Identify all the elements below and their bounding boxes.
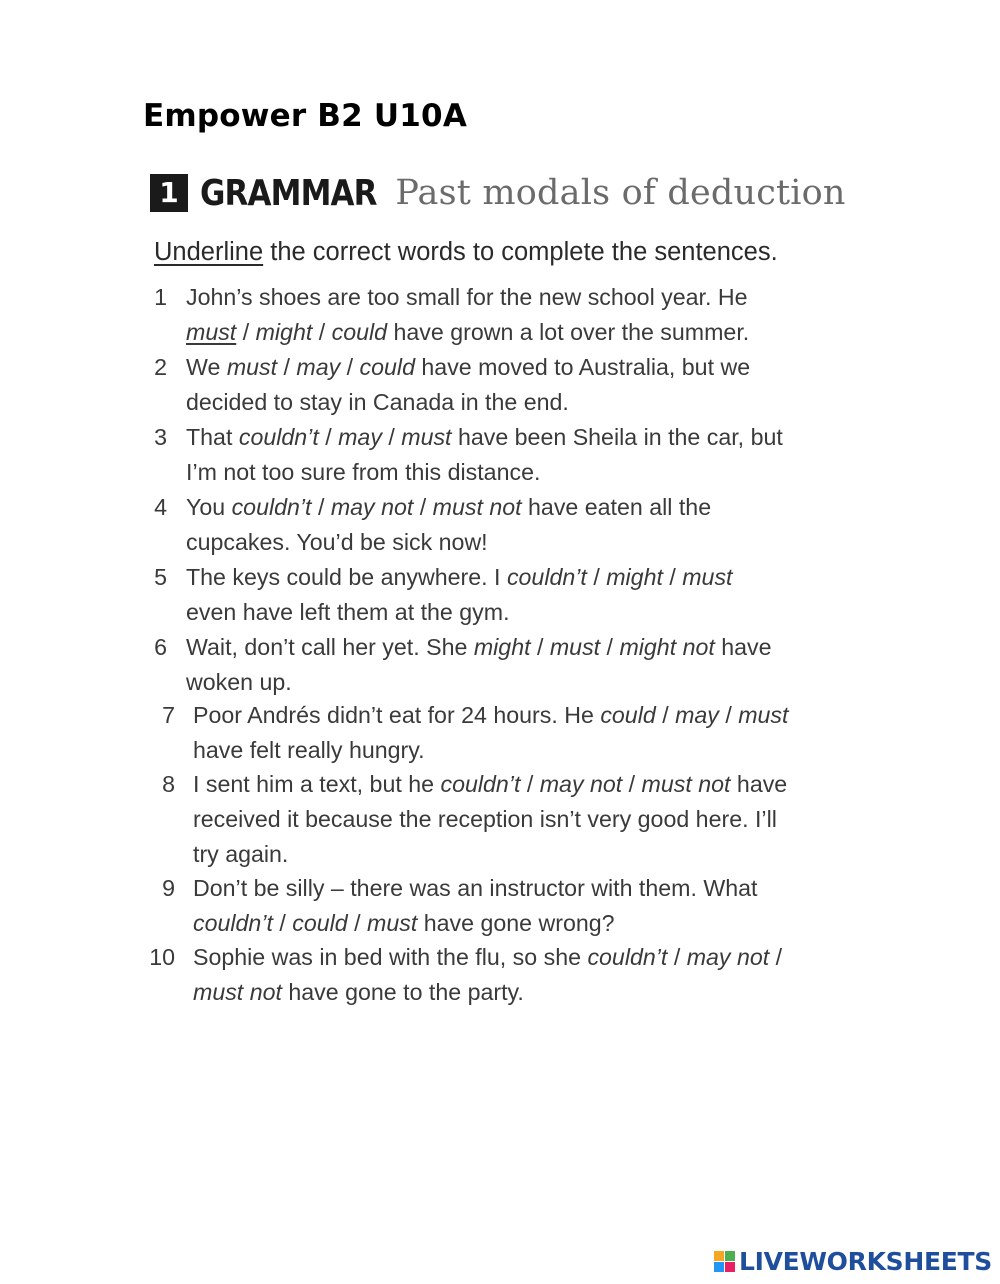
item-number: 5 bbox=[154, 564, 167, 590]
sentence-text: cupcakes. You’d be sick now! bbox=[186, 529, 488, 555]
modal-option[interactable]: couldn’t bbox=[193, 910, 273, 936]
item-line bbox=[186, 630, 772, 665]
sentence-text: even have left them at the gym. bbox=[186, 599, 510, 625]
modal-option[interactable]: must bbox=[401, 424, 452, 450]
sentence-text: / bbox=[586, 564, 607, 590]
modal-option[interactable]: might bbox=[606, 564, 663, 590]
item-line bbox=[186, 350, 750, 385]
sentence-text: Sophie was in bed with the flu, so she bbox=[193, 944, 588, 970]
modal-option[interactable]: could bbox=[359, 354, 415, 380]
logo-square bbox=[725, 1262, 735, 1272]
modal-option[interactable]: couldn’t bbox=[587, 944, 668, 970]
item-number: 4 bbox=[154, 494, 167, 520]
document-title: Empower B2 U10A bbox=[143, 98, 468, 134]
item-line bbox=[186, 525, 488, 560]
sentence-text: / bbox=[312, 319, 332, 345]
item-number: 3 bbox=[154, 424, 167, 450]
sentence-text: We bbox=[186, 354, 227, 380]
instruction-text bbox=[154, 238, 778, 267]
item-number: 1 bbox=[154, 284, 167, 310]
sentence-text: have gone to the party. bbox=[281, 979, 524, 1005]
sentence-text: / bbox=[381, 424, 402, 450]
sentence-text: / bbox=[311, 494, 331, 520]
sentence-text: / bbox=[340, 354, 360, 380]
item-number: 7 bbox=[162, 702, 175, 728]
modal-option[interactable]: must bbox=[367, 910, 418, 936]
item-line bbox=[193, 906, 615, 941]
modal-option[interactable]: may bbox=[296, 354, 341, 380]
item-number: 2 bbox=[154, 354, 167, 380]
sentence-text: / bbox=[622, 771, 642, 797]
sentence-text: John’s shoes are too small for the new school year. He bbox=[186, 284, 748, 310]
logo-square bbox=[725, 1251, 735, 1261]
modal-option[interactable]: must not bbox=[432, 494, 522, 520]
modal-option[interactable]: might bbox=[255, 319, 313, 345]
sentence-text: try again. bbox=[193, 841, 289, 867]
sentence-text: / bbox=[769, 944, 783, 970]
item-line bbox=[186, 385, 569, 420]
sentence-text: / bbox=[600, 634, 620, 660]
item-line bbox=[193, 837, 288, 872]
sentence-text: You bbox=[186, 494, 232, 520]
modal-option[interactable]: must not bbox=[641, 771, 731, 797]
sentence-text: I sent him a text, but he bbox=[193, 771, 441, 797]
liveworksheets-logo bbox=[714, 1246, 992, 1276]
modal-option[interactable]: could bbox=[331, 319, 388, 345]
sentence-text: have bbox=[714, 634, 772, 660]
sentence-text: / bbox=[272, 910, 293, 936]
item-line bbox=[186, 420, 783, 455]
modal-option[interactable]: must bbox=[738, 702, 789, 728]
sentence-text: I’m not too sure from this distance. bbox=[186, 459, 541, 485]
sentence-text: received it because the reception isn’t very good here. I’ll bbox=[193, 806, 777, 832]
modal-option[interactable]: could bbox=[292, 910, 348, 936]
instruction-rest: the correct words to complete the sentences. bbox=[263, 238, 778, 266]
item-line bbox=[186, 490, 711, 525]
modal-option[interactable]: may bbox=[338, 424, 382, 450]
sentence-text: / bbox=[662, 564, 683, 590]
item-line bbox=[193, 802, 777, 837]
modal-option[interactable]: couldn’t bbox=[506, 564, 587, 590]
logo-text: LIVEWORKSHEETS bbox=[738, 1246, 992, 1276]
logo-square bbox=[714, 1251, 724, 1261]
item-number: 9 bbox=[162, 875, 175, 901]
sentence-text: / bbox=[655, 702, 676, 728]
item-line bbox=[186, 560, 732, 595]
sentence-text: / bbox=[347, 910, 368, 936]
modal-option[interactable]: may not bbox=[539, 771, 623, 797]
modal-option[interactable]: could bbox=[600, 702, 656, 728]
item-line bbox=[193, 871, 757, 906]
section-header bbox=[150, 168, 846, 218]
sentence-text: / bbox=[520, 771, 540, 797]
item-line bbox=[193, 733, 425, 768]
modal-option[interactable]: must not bbox=[193, 979, 282, 1005]
sentence-text: / bbox=[530, 634, 550, 660]
sentence-text: woken up. bbox=[186, 669, 292, 695]
sentence-text: have bbox=[730, 771, 788, 797]
item-line bbox=[186, 455, 540, 490]
sentence-text: Poor Andrés didn’t eat for 24 hours. He bbox=[193, 702, 601, 728]
modal-option[interactable]: might bbox=[473, 634, 531, 660]
item-number: 8 bbox=[162, 771, 175, 797]
modal-option[interactable]: must bbox=[682, 564, 733, 590]
item-line bbox=[193, 975, 524, 1010]
sentence-text: have gone wrong? bbox=[417, 910, 615, 936]
section-number-badge: 1 bbox=[150, 174, 188, 212]
sentence-text: / bbox=[718, 702, 739, 728]
sentence-text: have been Sheila in the car, but bbox=[451, 424, 783, 450]
sentence-text: have grown a lot over the summer. bbox=[387, 319, 750, 345]
item-number: 10 bbox=[149, 944, 175, 970]
sentence-text: have moved to Australia, but we bbox=[414, 354, 751, 380]
item-line bbox=[186, 280, 748, 315]
sentence-text: The keys could be anywhere. I bbox=[186, 564, 507, 590]
modal-option[interactable]: must bbox=[549, 634, 601, 660]
modal-option[interactable]: couldn’t bbox=[231, 494, 312, 520]
logo-square bbox=[714, 1262, 724, 1272]
sentence-text: Wait, don’t call her yet. She bbox=[186, 634, 474, 660]
sentence-text: have eaten all the bbox=[521, 494, 712, 520]
instruction-underlined-word: Underline bbox=[154, 238, 264, 266]
sentence-text: Don’t be silly – there was an instructor with them. What bbox=[193, 875, 758, 901]
item-number: 6 bbox=[154, 634, 167, 660]
modal-option[interactable]: couldn’t bbox=[238, 424, 319, 450]
sentence-text: / bbox=[413, 494, 433, 520]
modal-option[interactable]: couldn’t bbox=[440, 771, 521, 797]
sentence-text: / bbox=[236, 319, 256, 345]
sentence-text: have felt really hungry. bbox=[193, 737, 425, 763]
item-line bbox=[193, 698, 788, 733]
item-line bbox=[186, 595, 510, 630]
item-line bbox=[186, 315, 749, 350]
sentence-text: decided to stay in Canada in the end. bbox=[186, 389, 569, 415]
modal-option[interactable]: may not bbox=[686, 944, 770, 970]
sentence-text: / bbox=[318, 424, 339, 450]
modal-option[interactable]: might not bbox=[619, 634, 715, 660]
item-line bbox=[186, 665, 292, 700]
sentence-text: That bbox=[186, 424, 239, 450]
modal-option[interactable]: must bbox=[186, 319, 237, 345]
modal-option[interactable]: may bbox=[675, 702, 719, 728]
modal-option[interactable]: must bbox=[226, 354, 278, 380]
item-line bbox=[193, 940, 782, 975]
item-line bbox=[193, 767, 787, 802]
section-heading: GRAMMAR bbox=[200, 172, 377, 214]
sentence-text: / bbox=[277, 354, 297, 380]
section-subheading: Past modals of deduction bbox=[395, 173, 846, 213]
liveworksheets-logo-icon bbox=[714, 1251, 735, 1272]
sentence-text: / bbox=[667, 944, 687, 970]
modal-option[interactable]: may not bbox=[330, 494, 414, 520]
